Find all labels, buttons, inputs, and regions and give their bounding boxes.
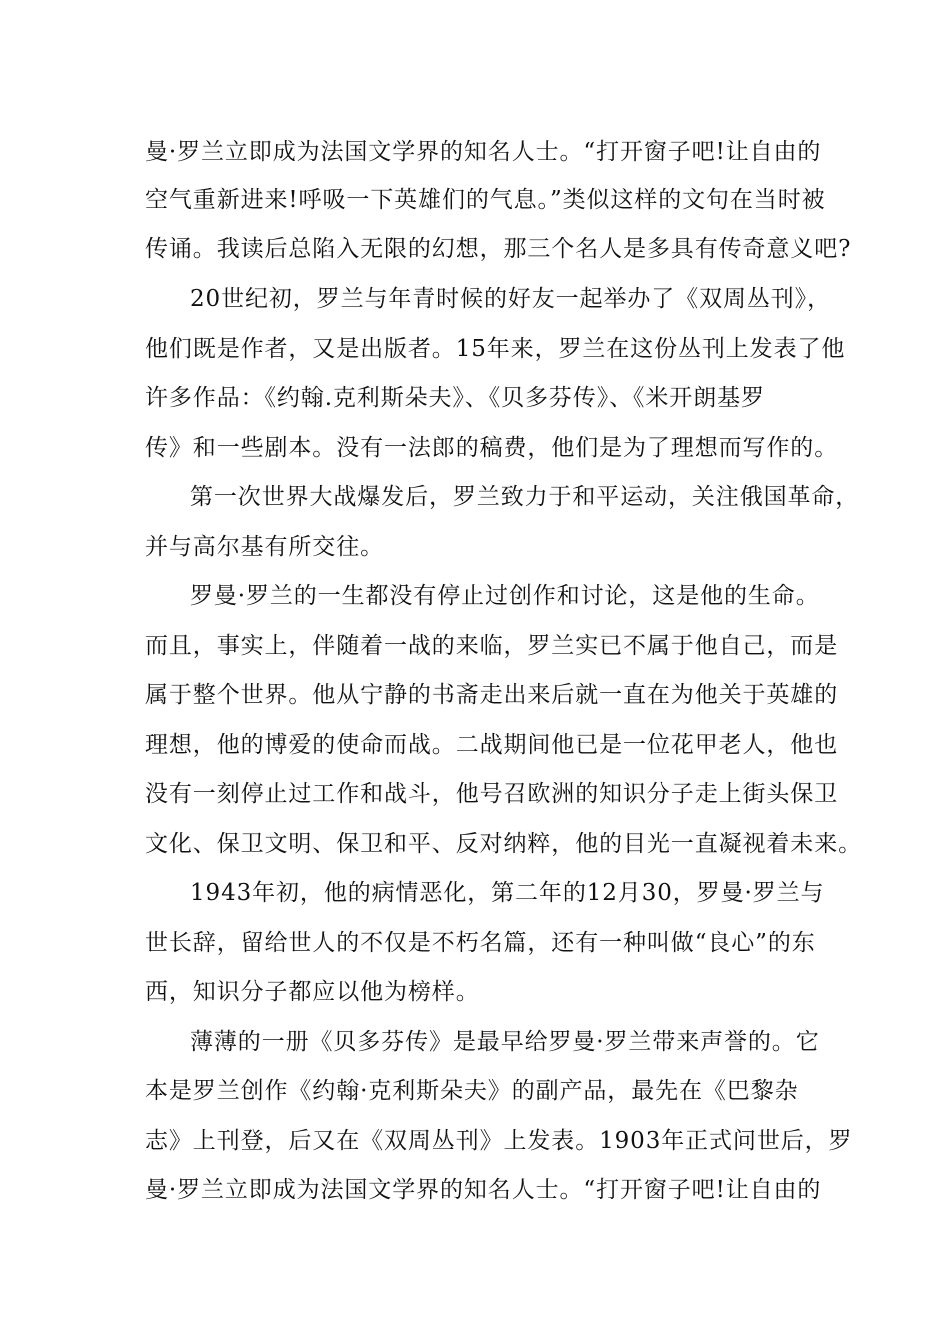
text-line: 曼·罗兰立即成为法国文学界的知名人士。“打开窗子吧!让自由的: [145, 139, 822, 165]
text-line: 他们既是作者，又是出版者。15年来，罗兰在这份丛刊上发表了他: [145, 336, 846, 362]
text-line: 没有一刻停止过工作和战斗，他号召欧洲的知识分子走上街头保卫: [145, 781, 839, 807]
text-line: 世长辞，留给世人的不仅是不朽名篇，还有一种叫做“良心”的东: [145, 930, 816, 956]
text-line: 薄薄的一册《贝多芬传》是最早给罗曼·罗兰带来声誉的。它: [190, 1029, 820, 1055]
text-line: 志》上刊登，后又在《双周丛刊》上发表。1903年正式问世后，罗: [145, 1128, 853, 1154]
text-line: 本是罗兰创作《约翰·克利斯朵夫》的副产品，最先在《巴黎杂: [145, 1078, 799, 1104]
text-line: 传诵。我读后总陷入无限的幻想，那三个名人是多具有传奇意义吧?: [145, 236, 852, 262]
text-line: 许多作品：《约翰.克利斯朵夫》、《贝多芬传》、《米开朗基罗: [145, 385, 765, 411]
text-line: 而且，事实上，伴随着一战的来临，罗兰实已不属于他自己，而是: [145, 633, 839, 659]
text-line: 属于整个世界。他从宁静的书斋走出来后就一直在为他关于英雄的: [145, 682, 839, 708]
text-line: 并与高尔基有所交往。: [145, 534, 384, 560]
text-line: 1943年初，他的病情恶化，第二年的12月30，罗曼·罗兰与: [190, 880, 825, 906]
text-line: 西，知识分子都应以他为榜样。: [145, 979, 480, 1005]
text-line: 传》和一些剧本。没有一法郎的稿费，他们是为了理想而写作的。: [145, 435, 839, 461]
text-line: 理想，他的博爱的使命而战。二战期间他已是一位花甲老人，他也: [145, 732, 839, 758]
text-line: 20世纪初，罗兰与年青时候的好友一起举办了《双周丛刊》，: [190, 286, 831, 312]
text-line: 第一次世界大战爆发后，罗兰致力于和平运动，关注俄国革命，: [190, 484, 860, 510]
text-line: 空气重新进来!呼吸一下英雄们的气息。”类似这样的文句在当时被: [145, 187, 826, 213]
text-line: 曼·罗兰立即成为法国文学界的知名人士。“打开窗子吧!让自由的: [145, 1177, 822, 1203]
text-line: 文化、保卫文明、保卫和平、反对纳粹，他的目光一直凝视着未来。: [145, 831, 862, 857]
text-line: 罗曼·罗兰的一生都没有停止过创作和讨论，这是他的生命。: [190, 583, 820, 609]
